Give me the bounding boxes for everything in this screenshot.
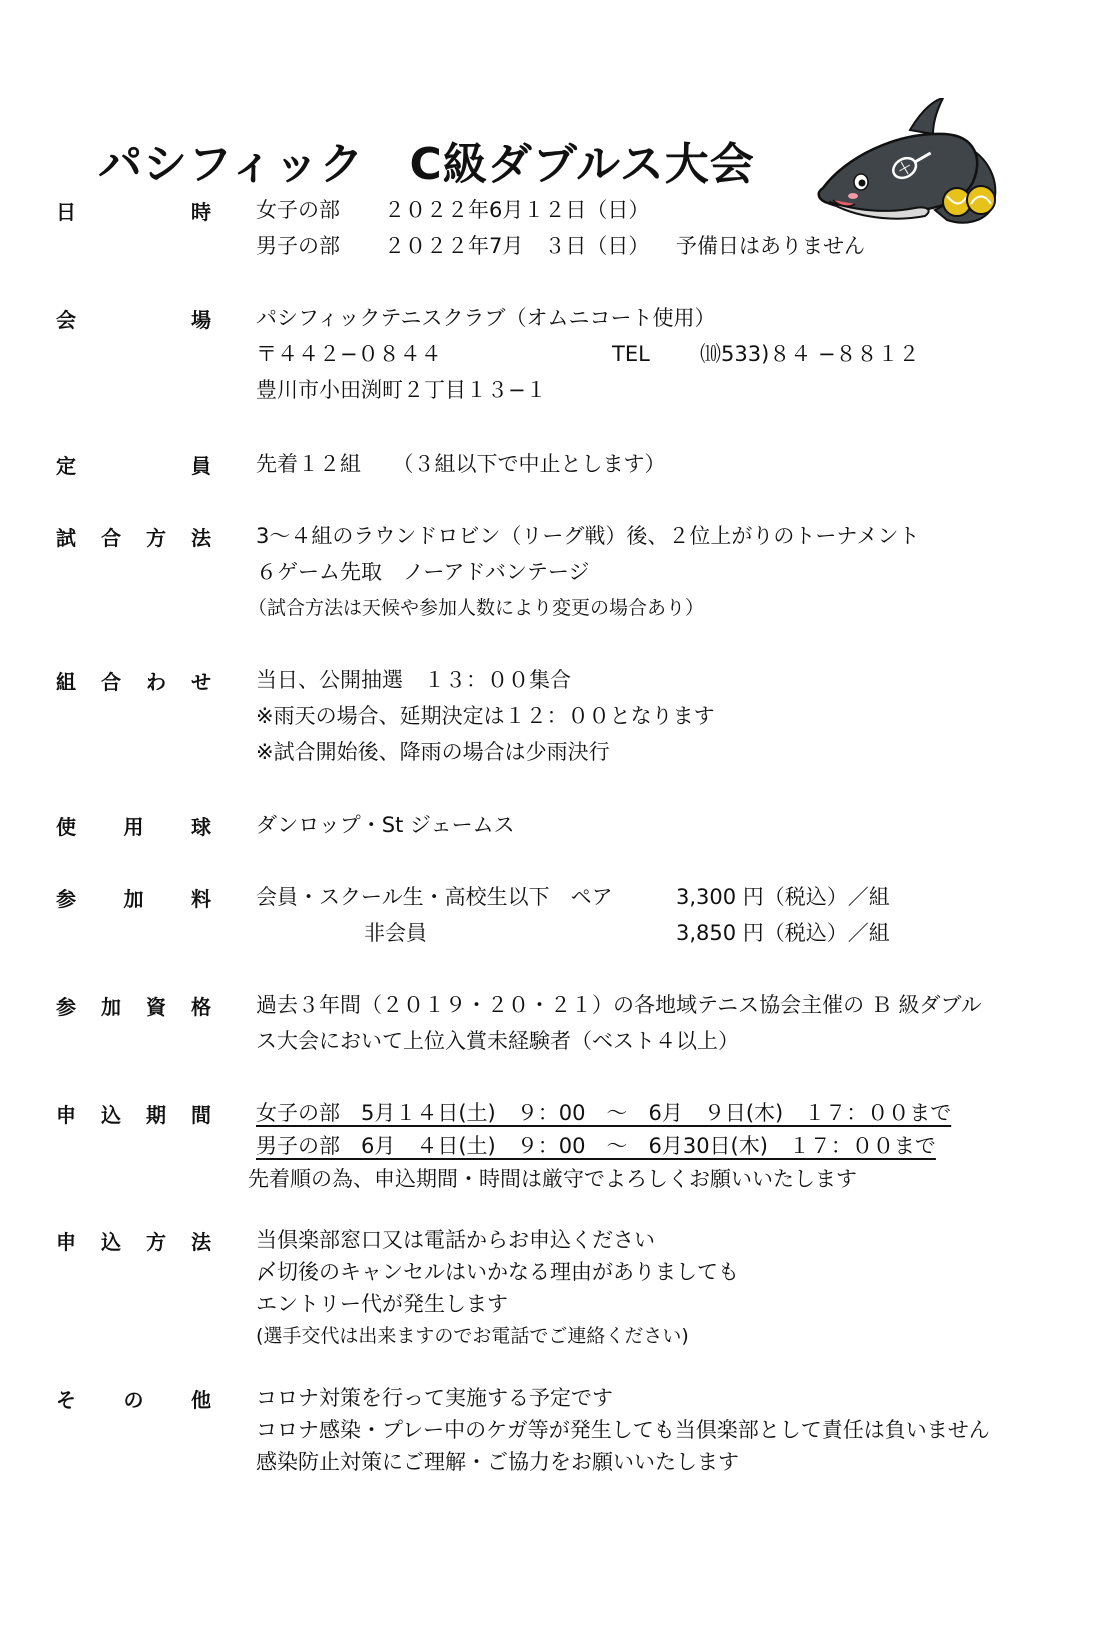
other-line: 感染防止対策にご理解・ご協力をお願いいたします — [256, 1450, 739, 1474]
eligibility-line: ス大会において上位入賞未経験者（ベスト４以上） — [256, 1029, 739, 1053]
ball-text: ダンロップ・St ジェームス — [256, 813, 515, 837]
page-title: パシフィック C級ダブルス大会 — [98, 139, 755, 190]
method-line: 当倶楽部窓口又は電話からお申込ください — [256, 1228, 655, 1252]
schedule-men: 男子の部 ２０２２年7月 ３日（日） 予備日はありません — [256, 234, 865, 258]
other-line: コロナ対策を行って実施する予定です — [256, 1386, 613, 1410]
eligibility-label: 参 加 資 格 — [56, 995, 211, 1019]
venue-name: パシフィックテニスクラブ（オムニコート使用） — [256, 306, 716, 330]
method-note: (選手交代は出来ますのでお電話でご連絡ください) — [256, 1325, 689, 1347]
postal-code: 〒４４２−０８４４ — [256, 342, 442, 366]
eligibility-line: 過去３年間（２０１９・２０・２１）の各地域テニス協会主催の Ｂ 級ダブル — [256, 993, 982, 1017]
draw-line: ※試合開始後、降雨の場合は少雨決行 — [256, 740, 610, 764]
capacity-label: 定 員 — [56, 454, 211, 478]
tel-number: ⑽533)８４ −８８１２ — [700, 342, 920, 366]
fee-member: 会員・スクール生・高校生以下 ペア 3,300 円（税込）／組 — [256, 885, 890, 909]
method-line: 〆切後のキャンセルはいかなる理由がありましても — [256, 1260, 739, 1284]
schedule-women: 女子の部 ２０２２年6月１２日（日） — [256, 198, 650, 222]
venue-contact — [256, 340, 1056, 376]
format-note: （試合方法は天候や参加人数により変更の場合あり） — [248, 597, 705, 619]
method-label: 申 込 方 法 — [56, 1230, 211, 1254]
period-label: 申 込 期 間 — [56, 1103, 211, 1127]
draw-line: ※雨天の場合、延期決定は１２：００となります — [256, 704, 715, 728]
schedule-label: 日 時 — [56, 200, 211, 224]
format-label: 試 合 方 法 — [56, 526, 211, 550]
format-line: 3〜４組のラウンドロビン（リーグ戦）後、２位上がりのトーナメント — [256, 524, 920, 548]
venue-label: 会 場 — [56, 308, 211, 332]
format-line: ６ゲーム先取 ノーアドバンテージ — [256, 560, 590, 584]
tel-label: TEL — [612, 342, 650, 366]
method-line: エントリー代が発生します — [256, 1292, 508, 1316]
other-line: コロナ感染・プレー中のケガ等が発生しても当倶楽部として責任は負いません — [256, 1418, 990, 1442]
capacity-text: 先着１２組 （３組以下で中止とします） — [256, 452, 666, 476]
venue-address: 豊川市小田渕町２丁目１３−１ — [256, 378, 547, 402]
period-men: 男子の部 6月 ４日(土) ９：00 〜 6月30日(木) １７：００まで — [256, 1134, 936, 1158]
ball-label: 使 用 球 — [56, 815, 211, 839]
draw-line: 当日、公開抽選 １３：００集合 — [256, 668, 571, 692]
fee-label: 参 加 料 — [56, 887, 211, 911]
period-women: 女子の部 5月１４日(土) ９：00 〜 6月 ９日(木) １７：００まで — [256, 1101, 952, 1125]
fee-nonmember: 非会員 3,850 円（税込）／組 — [364, 921, 890, 945]
other-label: そ の 他 — [56, 1388, 211, 1412]
draw-label: 組 合 わ せ — [56, 670, 211, 694]
period-note: 先着順の為、申込期間・時間は厳守でよろしくお願いいたします — [248, 1167, 857, 1191]
